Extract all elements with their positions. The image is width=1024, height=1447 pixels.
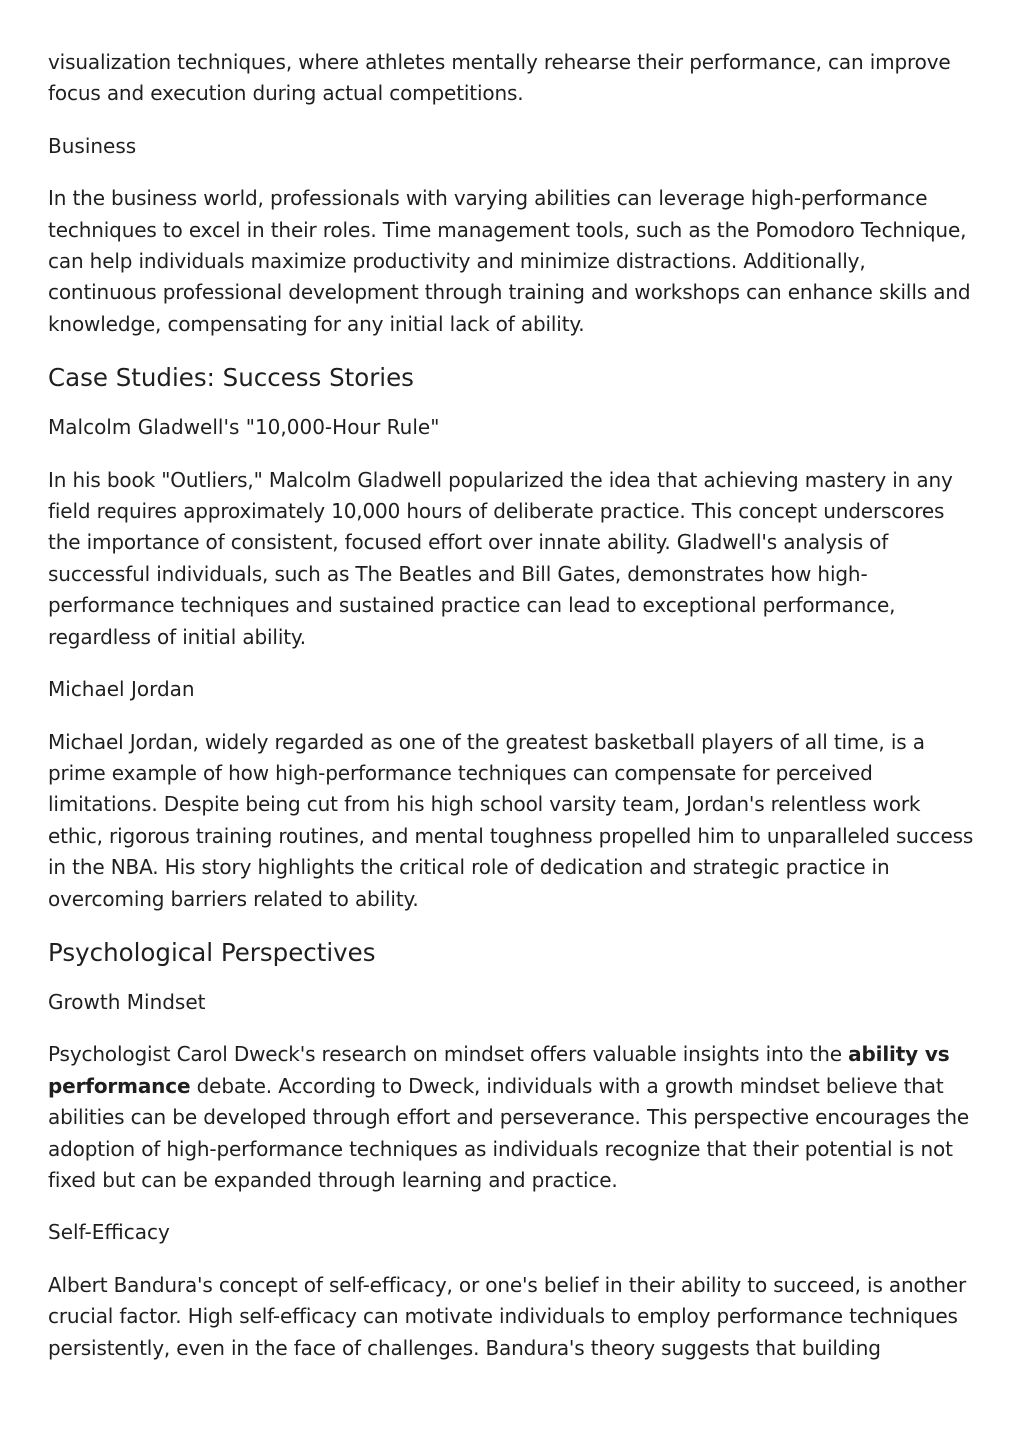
jordan-heading: Michael Jordan (48, 677, 195, 702)
intro-tail-paragraph: visualization techniques, where athletes mentally rehearse their performance, can improve focus and execution during actual competitions. (48, 50, 951, 106)
growth-text-bold: ability vs performance (48, 1042, 950, 1098)
growth-mindset-heading: Growth Mindset (48, 989, 206, 1014)
business-heading: Business (48, 133, 137, 158)
gladwell-paragraph: In his book "Outliers," Malcolm Gladwell popularized the idea that achieving mastery in any field requires approximately 10,000 hours of deliberate practice. This concept underscores the importance of consistent, focused effort over innate ability. Gladwell's analysis of successful individuals, such as The Beatles and Bill Gates, demonstrates how high-performance techniques and sustained practice can lead to exceptional performance, regardless of initial ability. (48, 467, 953, 649)
self-efficacy-heading: Self-Efficacy (48, 1220, 170, 1245)
self-efficacy-paragraph: Albert Bandura's concept of self-efficacy, or one's belief in their ability to succeed, is another crucial factor. High self-efficacy can motivate individuals to employ performance techniques persistently, even in the face of challenges. Bandura's theory suggests that building (48, 1272, 967, 1360)
gladwell-heading: Malcolm Gladwell's "10,000-Hour Rule" (48, 415, 440, 440)
business-paragraph: In the business world, professionals with varying abilities can leverage high-performance techniques to excel in their roles. Time management tools, such as the Pomodoro Technique, can help individuals maximize productivity and minimize distractions. Additionally, continuous professional development through training and workshops can enhance skills and knowledge, compensating for any initial lack of ability. (48, 186, 971, 336)
growth-text-before: Psychologist Carol Dweck's research on mindset offers valuable insights into the (48, 1042, 849, 1067)
jordan-paragraph: Michael Jordan, widely regarded as one of the greatest basketball players of all time, is a prime example of how high-performance techniques can compensate for perceived limitations. Despite being cut from his high school varsity team, Jordan's relentless work ethic, rigorous training routines, and mental toughness propelled him to unparalleled success in the NBA. His story highlights the critical role of dedication and strategic practice in overcoming barriers related to ability. (48, 729, 974, 911)
growth-mindset-paragraph (48, 1039, 976, 1196)
growth-text-after: debate. According to Dweck, individuals with a growth mindset believe that abilities can be developed through effort and perseverance. This perspective encourages the adoption of high-performance techniques as individuals recognize that their potential is not fixed but can be expanded through learning and practice. (48, 1073, 970, 1192)
psychological-perspectives-heading: Psychological Perspectives (48, 937, 376, 967)
case-studies-heading: Case Studies: Success Stories (48, 363, 414, 393)
